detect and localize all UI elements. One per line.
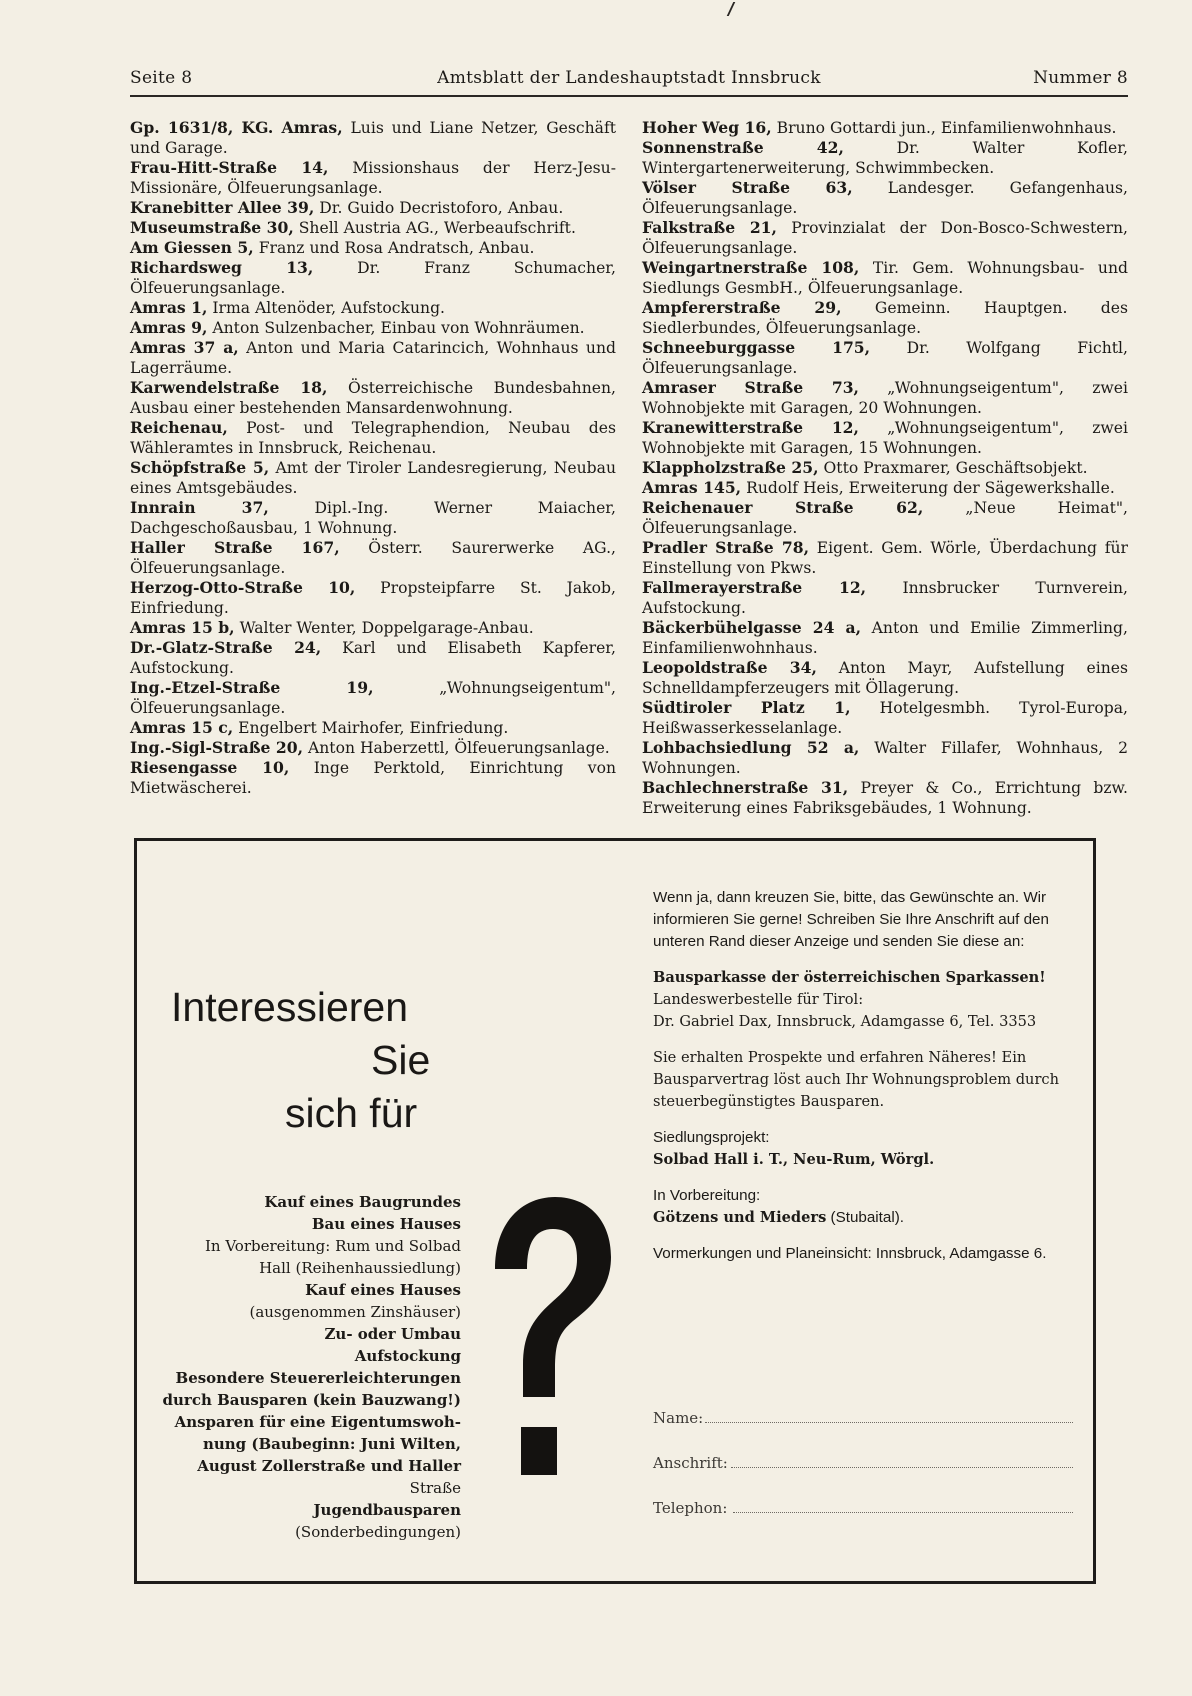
entry-description: Rudolf Heis, Erweiterung der Sägewerkshalle. [746,479,1115,497]
ad-option-line: (Sonderbedingungen) [295,1523,461,1541]
entry-description: Missionshaus der Herz-Jesu-Missionäre, Ölfeuerungsanlage. [130,159,616,197]
right-entry [642,178,1128,218]
ad-intro: Wenn ja, dann kreuzen Sie, bitte, das Gewünschte an. Wir informieren Sie gerne! Schreiben Sie Ihre Anschrift auf den unteren Rand dieser Anzeige und senden Sie diese an: [653,889,1049,950]
left-entry [130,718,616,738]
ad-option-line: Besondere Steuererleichterungen [175,1369,461,1387]
right-entry [642,218,1128,258]
ad-option-line: Straße [409,1479,461,1497]
right-entry [642,578,1128,618]
right-entry [642,458,1128,478]
entry-address: Amras 9, [130,318,208,337]
entry-address: Haller Straße 167, [130,538,340,557]
left-entry [130,298,616,318]
entry-address: Südtiroler Platz 1, [642,698,851,717]
ad-prep-note: (Stubaital). [830,1209,904,1226]
entry-address: Gp. 1631/8, KG. Amras, [130,118,343,137]
right-entry [642,418,1128,458]
left-entry [130,578,616,618]
entry-address: Kranebitter Allee 39, [130,198,315,217]
publication-title: Amtsblatt der Landeshauptstadt Innsbruck [437,68,821,88]
ad-option-line: (ausgenommen Zinshäuser) [249,1303,461,1321]
entry-address: Schneeburggasse 175, [642,338,871,357]
entry-address: Frau-Hitt-Straße 14, [130,158,329,177]
left-entry [130,458,616,498]
entry-description: Tir. Gem. Wohnungsbau- und Siedlungs GesmbH., Ölfeuerungsanlage. [642,259,1128,297]
ad-project-value: Solbad Hall i. T., Neu-Rum, Wörgl. [653,1151,935,1168]
advertisement-box [134,838,1096,1584]
left-entry [130,318,616,338]
entry-description: Preyer & Co., Errichtung bzw. Erweiterung eines Fabriksgebäudes, 1 Wohnung. [642,779,1128,817]
entry-description: Irma Altenöder, Aufstockung. [212,299,446,317]
left-entry [130,418,616,458]
entry-description: Österreichische Bundesbahnen, Ausbau einer bestehenden Mansardenwohnung. [130,379,616,417]
ad-option-line: Aufstockung [354,1347,461,1365]
address-field[interactable] [731,1467,1073,1468]
right-entry [642,338,1128,378]
ad-left-panel [157,861,587,1561]
entry-description: Anton und Maria Catarincich, Wohnhaus und Lagerräume. [130,339,616,377]
entry-description: Bruno Gottardi jun., Einfamilienwohnhaus. [776,119,1117,137]
left-entry [130,498,616,538]
entry-description: Walter Wenter, Doppelgarage-Anbau. [239,619,534,637]
left-entry [130,758,616,798]
form-row-name [653,1403,1073,1427]
ad-option-line: Jugendbausparen [313,1501,461,1519]
right-entry [642,298,1128,338]
question-mark-graphic [477,1191,617,1511]
left-entry [130,198,616,218]
entry-description: Dr. Wolfgang Fichtl, Ölfeuerungsanlage. [642,339,1128,377]
ad-info: Sie erhalten Prospekte und erfahren Näheres! Ein Bausparvertrag löst auch Ihr Wohnungsproblem durch steuerbegünstigtes Bausparen. [653,1049,1059,1110]
right-entry [642,118,1128,138]
left-entry [130,338,616,378]
headline-line-3: sich für [285,1090,418,1136]
entry-address: Amras 15 b, [130,618,235,637]
name-label: Name: [653,1409,704,1427]
ad-right-panel [653,887,1073,1265]
entry-description: Post- und Telegraphendion, Neubau des Wähleramtes in Innsbruck, Reichenau. [130,419,616,457]
form-row-phone [653,1493,1073,1517]
entry-description: Engelbert Mairhofer, Einfriedung. [238,719,509,737]
entry-address: Riesengasse 10, [130,758,290,777]
entry-address: Falkstraße 21, [642,218,777,237]
entry-address: Am Giessen 5, [130,238,254,257]
entry-address: Ing.-Sigl-Straße 20, [130,738,304,757]
entry-address: Völser Straße 63, [642,178,853,197]
entry-address: Innrain 37, [130,498,269,517]
entry-description: Propsteipfarre St. Jakob, Einfriedung. [130,579,616,617]
entry-description: Dipl.-Ing. Werner Maiacher, Dachgeschoßausbau, 1 Wohnung. [130,499,617,537]
pen-mark [727,2,742,16]
left-entry [130,678,616,718]
entry-description: Amt der Tiroler Landesregierung, Neubau eines Amtsgebäudes. [130,459,616,497]
entry-description: Landesger. Gefangenhaus, Ölfeuerungsanlage. [642,179,1128,217]
entry-description: Hotelgesmbh. Tyrol-Europa, Heißwasserkesselanlage. [642,699,1128,737]
ad-option-line: Zu- oder Umbau [324,1325,461,1343]
entry-address: Bäckerbühelgasse 24 a, [642,618,862,637]
right-entry [642,478,1128,498]
entry-description: Provinzialat der Don-Bosco-Schwestern, Ölfeuerungsanlage. [642,219,1128,257]
entry-description: Otto Praxmarer, Geschäftsobjekt. [823,459,1088,477]
entry-description: „Wohnungseigentum", zwei Wohnobjekte mit Garagen, 20 Wohnungen. [642,379,1128,417]
entry-description: „Neue Heimat", Ölfeuerungsanlage. [642,499,1128,537]
ad-option-line: August Zollerstraße und Haller [197,1457,461,1475]
left-entry [130,738,616,758]
left-entry [130,618,616,638]
entry-description: Anton und Emilie Zimmerling, Einfamilienwohnhaus. [642,619,1128,657]
entry-description: Innsbrucker Turnverein, Aufstockung. [642,579,1128,617]
issue-number: Nummer 8 [1033,68,1128,88]
ad-prep-label: In Vorbereitung: [653,1187,761,1204]
headline-line-2: Sie [371,1037,431,1083]
ad-org-name: Bausparkasse der österreichischen Sparkassen! [653,969,1046,986]
entry-address: Ing.-Etzel-Straße 19, [130,678,374,697]
left-entry [130,638,616,678]
entry-address: Amras 145, [642,478,742,497]
entry-address: Klappholzstraße 25, [642,458,819,477]
page-number: Seite 8 [130,68,193,88]
right-entry [642,538,1128,578]
entry-address: Amras 1, [130,298,208,317]
entry-description: Anton Haberzettl, Ölfeuerungsanlage. [308,739,610,757]
ad-option-line: nung (Baubeginn: Juni Wilten, [202,1435,461,1453]
headline-line-1: Interessieren [171,984,409,1030]
entry-description: Shell Austria AG., Werbeaufschrift. [298,219,576,237]
right-entry [642,698,1128,738]
entry-address: Museumstraße 30, [130,218,294,237]
entry-address: Kranewitterstraße 12, [642,418,859,437]
entry-description: Inge Perktold, Einrichtung von Mietwäscherei. [130,759,616,797]
entry-description: Dr. Guido Decristoforo, Anbau. [319,199,564,217]
header-rule [130,95,1128,97]
entry-description: Dr. Walter Kofler, Wintergartenerweiterung, Schwimmbecken. [642,139,1128,177]
left-entry [130,258,616,298]
right-entry [642,138,1128,178]
entry-address: Reichenau, [130,418,228,437]
entry-address: Herzog-Otto-Straße 10, [130,578,356,597]
ad-org-address: Dr. Gabriel Dax, Innsbruck, Adamgasse 6, Tel. 3353 [653,1013,1037,1030]
entry-description: Karl und Elisabeth Kapferer, Aufstockung. [130,639,616,677]
entry-address: Sonnenstraße 42, [642,138,844,157]
right-entry [642,378,1128,418]
entry-description: Dr. Franz Schumacher, Ölfeuerungsanlage. [130,259,616,297]
ad-reservation: Vormerkungen und Planeinsicht: Innsbruck, Adamgasse 6. [653,1245,1047,1262]
left-entry [130,118,616,158]
entry-address: Richardsweg 13, [130,258,314,277]
right-entry [642,658,1128,698]
ad-option-line: Ansparen für eine Eigentumswoh- [174,1413,461,1431]
entry-description: Anton Sulzenbacher, Einbau von Wohnräumen. [212,319,585,337]
entry-description: Anton Mayr, Aufstellung eines Schnelldampferzeugers mit Öllagerung. [642,659,1129,697]
ad-option-line: Hall (Reihenhaussiedlung) [259,1259,461,1277]
ad-options-list [157,1191,461,1543]
right-entry [642,738,1128,778]
entry-address: Karwendelstraße 18, [130,378,328,397]
ad-option-line: durch Bausparen (kein Bauzwang!) [162,1391,461,1409]
right-entry [642,258,1128,298]
ad-option-line: Kauf eines Baugrundes [264,1193,461,1211]
phone-label: Telephon: [653,1499,728,1517]
form-row-address [653,1448,1073,1472]
ad-project-label: Siedlungsprojekt: [653,1129,770,1146]
entry-address: Weingartnerstraße 108, [642,258,860,277]
right-entry [642,618,1128,658]
ad-option-line: In Vorbereitung: Rum und Solbad [205,1237,461,1255]
entry-address: Leopoldstraße 34, [642,658,817,677]
entry-description: Eigent. Gem. Wörle, Überdachung für Einstellung von Pkws. [642,539,1128,577]
right-entry [642,498,1128,538]
page-header [130,68,1128,94]
entry-address: Schöpfstraße 5, [130,458,270,477]
entry-address: Fallmerayerstraße 12, [642,578,867,597]
ad-org-unit: Landeswerbestelle für Tirol: [653,991,864,1008]
entry-description: „Wohnungseigentum", zwei Wohnobjekte mit Garagen, 15 Wohnungen. [642,419,1128,457]
entry-description: „Wohnungseigentum", Ölfeuerungsanlage. [130,679,616,717]
entries-left-column [130,118,616,798]
entry-address: Dr.-Glatz-Straße 24, [130,638,322,657]
name-field[interactable] [705,1422,1073,1423]
entry-description: Gemeinn. Hauptgen. des Siedlerbundes, Ölfeuerungsanlage. [642,299,1128,337]
left-entry [130,218,616,238]
ad-option-line: Bau eines Hauses [311,1215,461,1233]
right-entry [642,778,1128,818]
entry-address: Bachlechnerstraße 31, [642,778,849,797]
entry-address: Reichenauer Straße 62, [642,498,924,517]
ad-option-line: Kauf eines Hauses [305,1281,461,1299]
entry-address: Pradler Straße 78, [642,538,810,557]
left-entry [130,158,616,198]
entry-address: Lohbachsiedlung 52 a, [642,738,860,757]
left-entry [130,378,616,418]
entry-description: Walter Fillafer, Wohnhaus, 2 Wohnungen. [642,739,1128,777]
entry-description: Franz und Rosa Andratsch, Anbau. [258,239,535,257]
phone-field[interactable] [733,1512,1073,1513]
entry-address: Ampfererstraße 29, [642,298,842,317]
left-entry [130,238,616,258]
ad-prep-value: Götzens und Mieders [653,1209,827,1226]
entry-description: Österr. Saurerwerke AG., Ölfeuerungsanlage. [130,539,616,577]
entry-address: Amras 15 c, [130,718,234,737]
entries-right-column [642,118,1128,818]
entry-address: Hoher Weg 16, [642,118,772,137]
entry-address: Amras 37 a, [130,338,239,357]
entry-description: Luis und Liane Netzer, Geschäft und Garage. [130,119,616,157]
entry-address: Amraser Straße 73, [642,378,859,397]
address-label: Anschrift: [653,1454,728,1472]
left-entry [130,538,616,578]
